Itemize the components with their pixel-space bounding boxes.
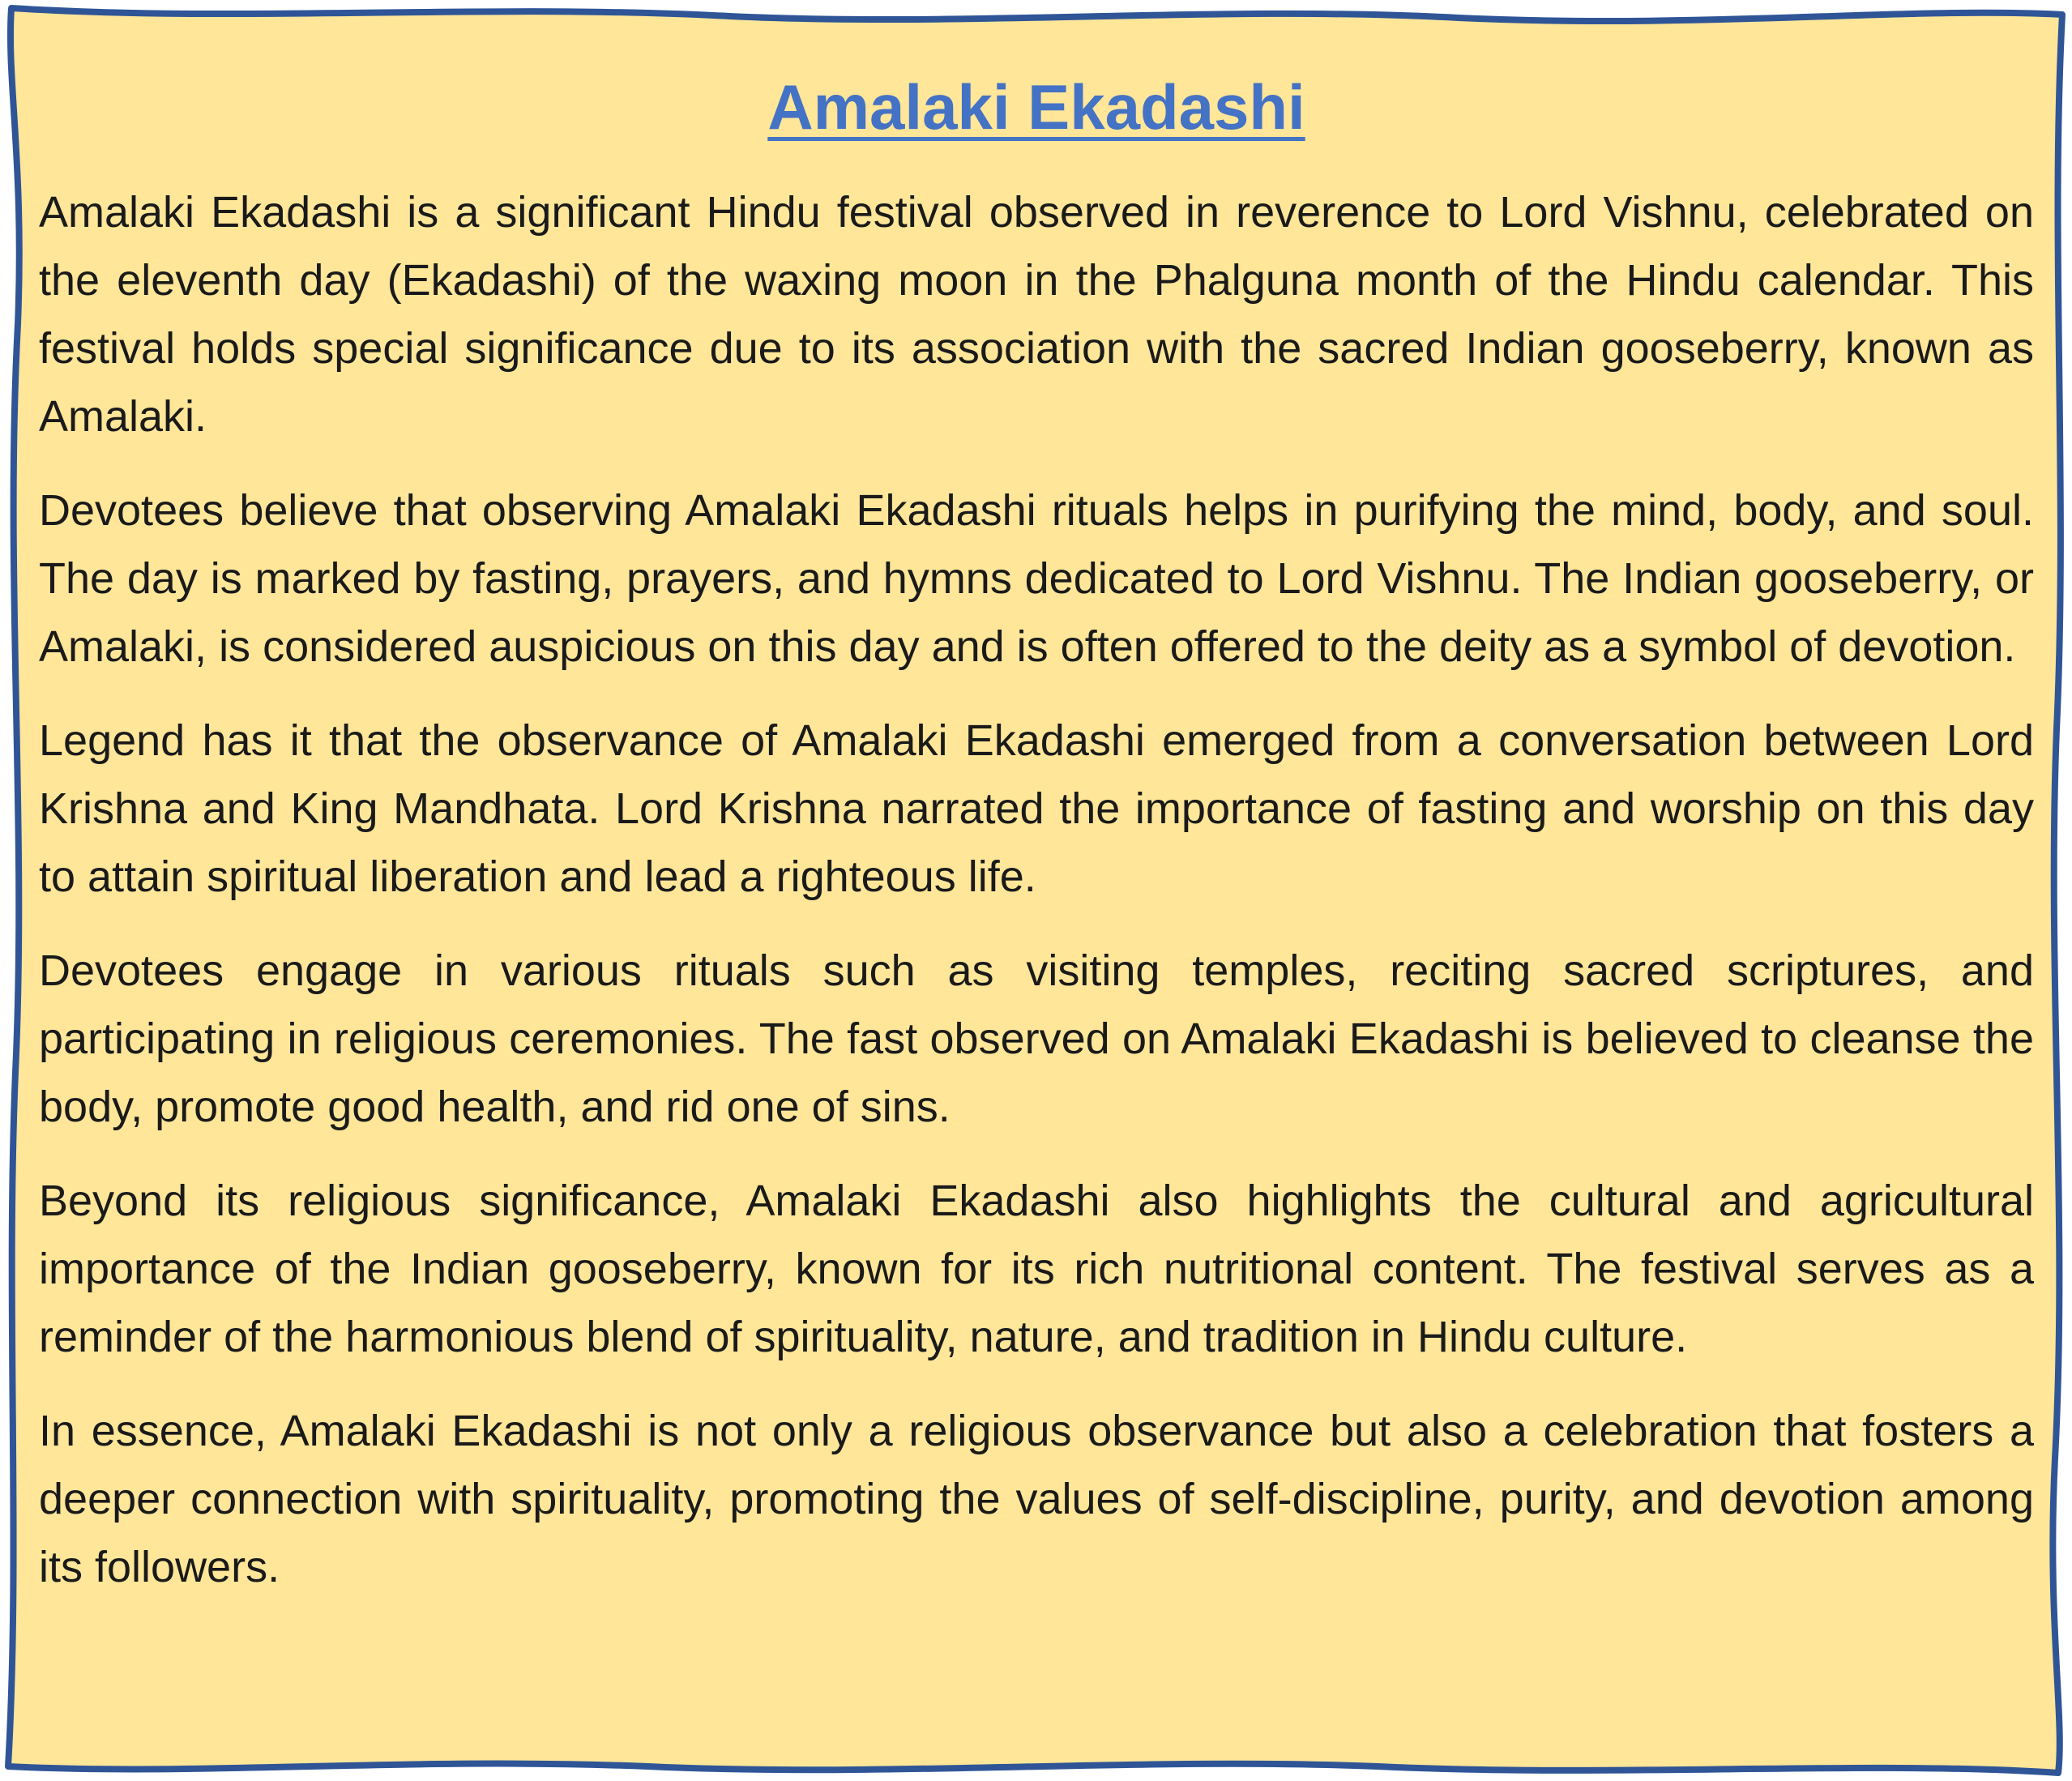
article xyxy=(39,70,2034,1723)
paragraph-2: Devotees believe that observing Amalaki Ekadashi rituals helps in purifying the mind, body, and soul. The day is marked by fasting, prayers, and hymns dedicated to Lord Vishnu. The Indian gooseberry, or Amalaki, is considered auspicious on this day and is often offered to the deity as a symbol of devotion. xyxy=(39,485,2034,671)
paragraph-6: In essence, Amalaki Ekadashi is not only a religious observance but also a celebration that fosters a deeper connection with spirituality, promoting the values of self-discipline, purity, and devotion among its followers. xyxy=(39,1406,2034,1591)
paragraph-5: Beyond its religious significance, Amalaki Ekadashi also highlights the cultural and agricultural importance of the Indian gooseberry, known for its rich nutritional content. The festival serves as a reminder of the harmonious blend of spirituality, nature, and tradition in Hindu culture. xyxy=(39,1176,2034,1361)
article-title: Amalaki Ekadashi xyxy=(767,71,1305,143)
paragraph-3: Legend has it that the observance of Amalaki Ekadashi emerged from a conversation between Lord Krishna and King Mandhata. Lord Krishna narrated the importance of fasting and worship on this day to attain spiritual liberation and lead a righteous life. xyxy=(39,715,2034,901)
paragraph-1: Amalaki Ekadashi is a significant Hindu festival observed in reverence to Lord Vishnu, celebrated on the eleventh day (Ekadashi) of the waxing moon in the Phalguna month of the Hindu calendar. This festival holds special significance due to its association with the sacred Indian gooseberry, known as Amalaki. xyxy=(39,187,2034,441)
paragraph-4: Devotees engage in various rituals such as visiting temples, reciting sacred scriptures, and participating in religious ceremonies. The fast observed on Amalaki Ekadashi is believed to cleanse the body, promote good health, and rid one of sins. xyxy=(39,946,2034,1131)
